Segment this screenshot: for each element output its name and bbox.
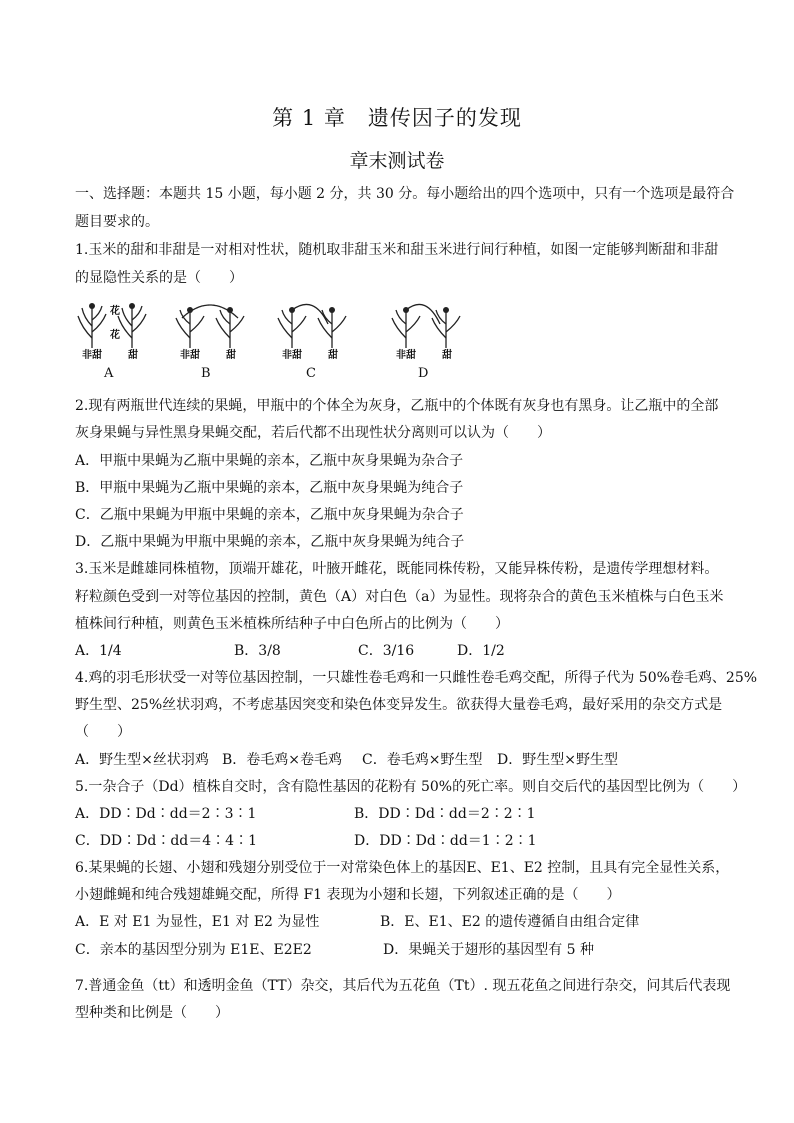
q2-stem-line1: 2.现有两瓶世代连续的果蝇，甲瓶中的个体全为灰身，乙瓶中的个体既有灰身也有黑身。让乙瓶中的全部 xyxy=(75,398,719,414)
q6-stem-line1: 6.某果蝇的长翅、小翅和残翅分别受位于一对常染色体上的基因E、E1、E2 控制，且具有完全显性关系， xyxy=(75,860,730,876)
q3-option-c: C．3/16 xyxy=(358,643,415,659)
q4-option-d: D．野生型×野生型 xyxy=(497,752,618,768)
q4-stem-line2: 野生型、25%丝状羽鸡，不考虑基因突变和染色体变异发生。欲获得大量卷毛鸡，最好采用的杂交方式是 xyxy=(75,697,723,713)
q3-stem-line1: 3.玉米是雌雄同株植物，顶端开雄花，叶腋开雌花，既能同株传粉，又能异株传粉，是遗传学理想材料。 xyxy=(75,561,719,577)
label-sweet-b: 甜 xyxy=(226,350,236,361)
caption-a: A xyxy=(104,366,114,381)
q3-stem-line2: 籽粒颜色受到一对等位基因的控制，黄色（A）对白色（a）为显性。现将杂合的黄色玉米植株与白色玉米 xyxy=(75,589,724,605)
q7-stem-line2: 型种类和比例是（ ） xyxy=(75,1005,229,1021)
q6-option-a: A．E 对 E1 为显性，E1 对 E2 为显性 xyxy=(75,914,320,930)
q3-option-b: B．3/8 xyxy=(234,643,281,659)
caption-d: D xyxy=(418,366,429,381)
q5-stem-line1: 5.一杂合子（Dd）植株自交时，含有隐性基因的花粉有 50%的死亡率。则自交后代的基因型比例为（ ） xyxy=(75,779,747,795)
q4-stem-line3: （ ） xyxy=(75,724,131,740)
q2-option-b: B．甲瓶中果蝇为乙瓶中果蝇的亲本，乙瓶中灰身果蝇为纯合子 xyxy=(75,480,464,496)
q5-option-a: A．DD∶Dd∶dd＝2∶3∶1 xyxy=(75,806,257,822)
q5-option-d: D．DD∶Dd∶dd＝1∶2∶1 xyxy=(354,833,537,849)
q4-option-a: A．野生型×丝状羽鸡 xyxy=(75,752,209,768)
section-instructions-line1: 一、选择题：本题共 15 小题，每小题 2 分，共 30 分。每小题给出的四个选项中，只有一个选项是最符合 xyxy=(75,186,735,202)
q5-option-c: C．DD∶Dd∶dd＝4∶4∶1 xyxy=(75,833,257,849)
label-sweet-c: 甜 xyxy=(328,350,338,361)
q4-stem-line1: 4.鸡的羽毛形状受一对等位基因控制，一只雄性卷毛鸡和一只雌性卷毛鸡交配，所得子代为 50%卷毛鸡、25% xyxy=(75,670,758,686)
q1-stem-line2: 的显隐性关系的是（ ） xyxy=(75,270,243,286)
plant-d1 xyxy=(392,310,420,348)
flower-label-2: 花 xyxy=(110,330,120,341)
label-nonsweet-c: 非甜 xyxy=(282,350,302,361)
plant-b2 xyxy=(216,310,244,348)
q1-figure xyxy=(70,298,470,388)
caption-b: B xyxy=(201,366,211,381)
flower-label-1: 花 xyxy=(110,306,120,317)
q4-option-b: B．卷毛鸡×卷毛鸡 xyxy=(222,752,343,768)
q5-option-b: B．DD∶Dd∶dd＝2∶2∶1 xyxy=(354,806,536,822)
plant-a1 xyxy=(78,306,106,348)
q4-option-c: C．卷毛鸡×野生型 xyxy=(362,752,483,768)
plant-a2 xyxy=(118,306,146,348)
page-subtitle: 章末测试卷 xyxy=(349,150,445,172)
q2-option-d: D．乙瓶中果蝇为甲瓶中果蝇的亲本，乙瓶中灰身果蝇为纯合子 xyxy=(75,534,465,550)
plant-b1 xyxy=(176,310,204,348)
label-sweet-d: 甜 xyxy=(442,350,452,361)
pollination-arc-c xyxy=(292,304,328,324)
q3-option-d: D．1/2 xyxy=(457,643,505,659)
label-nonsweet-b: 非甜 xyxy=(180,350,200,361)
page-title: 第 1 章 遗传因子的发现 xyxy=(272,106,522,130)
q6-option-c: C．亲本的基因型分别为 E1E、E2E2 xyxy=(75,942,312,958)
caption-c: C xyxy=(306,366,316,381)
q7-stem-line1: 7.普通金鱼（tt）和透明金鱼（TT）杂交，其后代为五花鱼（Tt）. 现五花鱼之间进行杂交，问其后代表现 xyxy=(75,978,731,994)
label-nonsweet-d: 非甜 xyxy=(396,350,416,361)
q6-option-b: B．E、E1、E2 的遗传遵循自由组合定律 xyxy=(380,914,640,930)
label-nonsweet-a: 非甜 xyxy=(82,350,102,361)
plant-c1 xyxy=(278,310,306,348)
q2-stem-line2: 灰身果蝇与异性黑身果蝇交配，若后代都不出现性状分离则可以认为（ ） xyxy=(75,425,551,441)
plant-c2 xyxy=(318,310,346,348)
q6-stem-line2: 小翅雌蝇和纯合残翅雄蝇交配，所得 F1 表现为小翅和长翅，下列叙述正确的是（ ） xyxy=(75,887,621,903)
label-sweet-a: 甜 xyxy=(128,350,138,361)
q6-option-d: D．果蝇关于翅形的基因型有 5 种 xyxy=(383,942,595,958)
q3-stem-line3: 植株间行种植，则黄色玉米植株所结种子中白色所占的比例为（ ） xyxy=(75,616,509,632)
pollination-arc-d xyxy=(406,304,440,324)
section-instructions-line2: 题目要求的。 xyxy=(75,214,159,230)
q1-stem-line1: 1.玉米的甜和非甜是一对相对性状，随机取非甜玉米和甜玉米进行间行种植，如图一定能够判断甜和非甜 xyxy=(75,242,719,258)
q3-option-a: A．1/4 xyxy=(75,643,122,659)
q2-option-a: A．甲瓶中果蝇为乙瓶中果蝇的亲本，乙瓶中灰身果蝇为杂合子 xyxy=(75,453,464,469)
q2-option-c: C．乙瓶中果蝇为甲瓶中果蝇的亲本，乙瓶中灰身果蝇为杂合子 xyxy=(75,507,464,523)
